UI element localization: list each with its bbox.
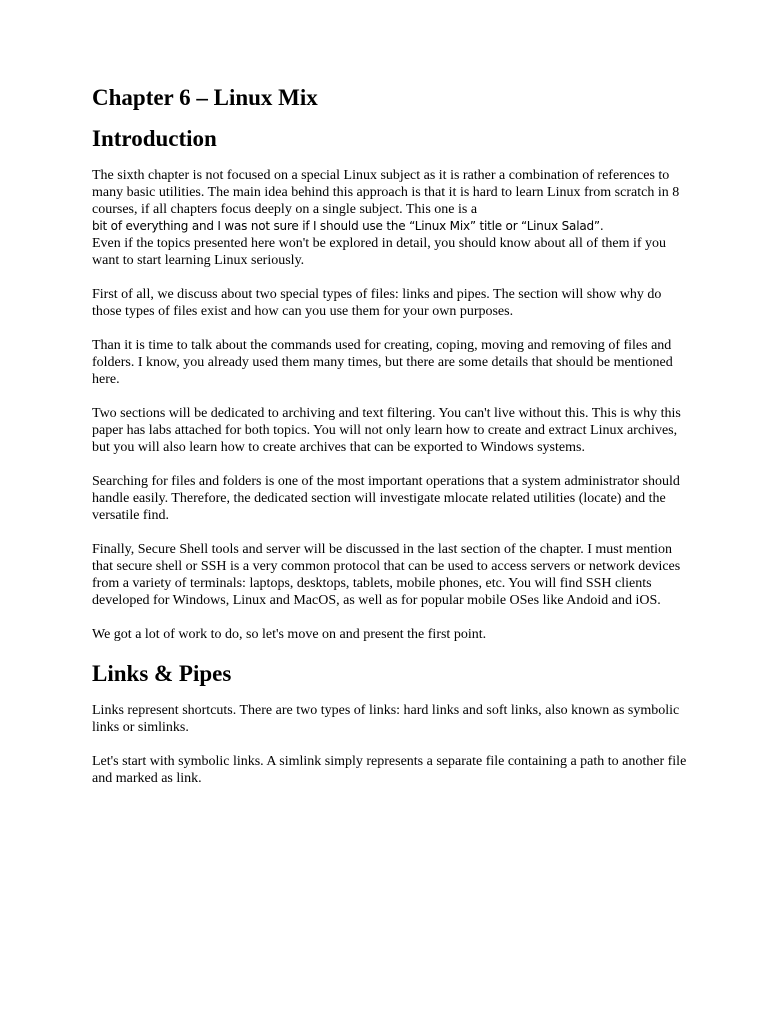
intro-paragraph-4: Two sections will be dedicated to archiving and text filtering. You can't live without this. This is why this paper has labs attached for both topics. You will not only learn how to create and extract Linux archives, but you will also learn how to create archives that can be exported to Windows systems.	[92, 406, 681, 455]
intro-paragraph-7: We got a lot of work to do, so let's move on and present the first point.	[92, 627, 487, 642]
links-paragraph-1: Links represent shortcuts. There are two types of links: hard links and soft links, also known as symbolic links or simlinks.	[92, 703, 680, 735]
document-page	[92, 84, 692, 804]
links-paragraph-2: Let's start with symbolic links. A simlink simply represents a separate file containing a path to another file and marked as link.	[92, 754, 687, 786]
intro-paragraph-1-part-b: bit of everything and I was not sure if I should use the “Linux Mix” title or “Linux Salad”.	[92, 219, 604, 233]
intro-paragraph-5: Searching for files and folders is one of the most important operations that a system administrator should handle easily. Therefore, the dedicated section will investigate mlocate related utilities (locate) and the versatile find.	[92, 474, 680, 523]
intro-paragraph-3: Than it is time to talk about the commands used for creating, coping, moving and removing of files and folders. I know, you already used them many times, but there are some details that should be mentioned here.	[92, 338, 673, 387]
intro-paragraph-1-part-a: The sixth chapter is not focused on a special Linux subject as it is rather a combination of references to many basic utilities. The main idea behind this approach is that it is hard to learn Linux from scratch in 8 courses, if all chapters focus deeply on a single subject. This one is a	[92, 168, 680, 217]
intro-paragraph-6: Finally, Secure Shell tools and server will be discussed in the last section of the chapter. I must mention that secure shell or SSH is a very common protocol that can be used to access servers or network devices from a variety of terminals: laptops, desktops, tablets, mobile phones, etc. You will find SSH clients developed for Windows, Linux and MacOS, as well as for popular mobile OSes like Andoid and iOS.	[92, 542, 681, 608]
intro-paragraph-1-part-c: Even if the topics presented here won't be explored in detail, you should know about all of them if you want to start learning Linux seriously.	[92, 236, 667, 268]
chapter-title: Chapter 6 – Linux Mix	[92, 85, 318, 110]
section-heading-introduction: Introduction	[92, 126, 217, 151]
intro-paragraph-2: First of all, we discuss about two special types of files: links and pipes. The section will show why do those types of files exist and how can you use them for your own purposes.	[92, 287, 662, 319]
section-heading-links-pipes: Links & Pipes	[92, 661, 232, 686]
intro-paragraph-1	[92, 167, 692, 269]
